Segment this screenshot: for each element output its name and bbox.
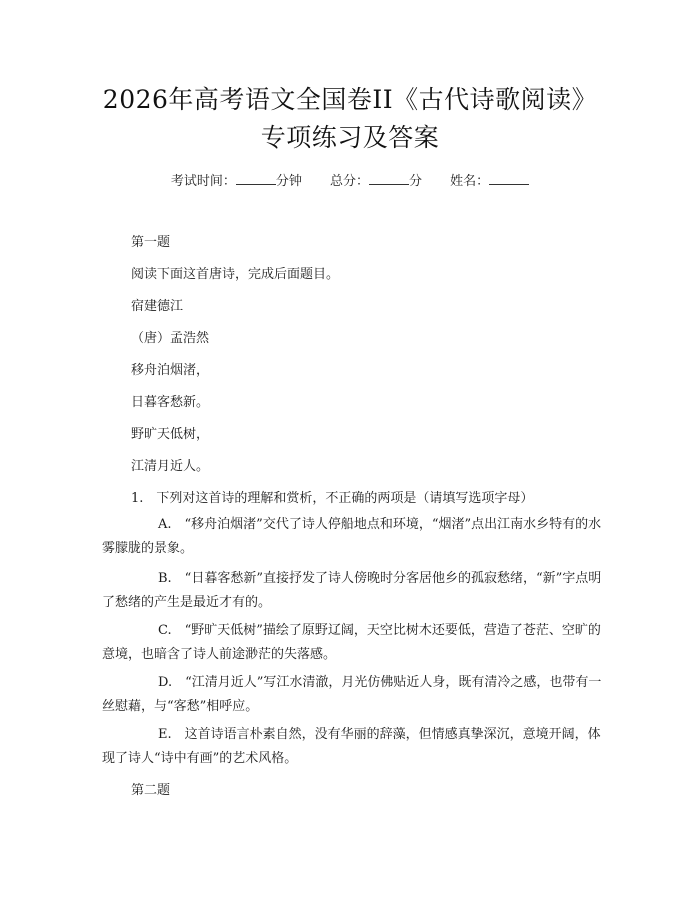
exam-time-label: 考试时间：	[170, 174, 236, 189]
option-e: E. 这首诗语言朴素自然，没有华丽的辞藻，但情感真挚深沉，意境开阔，体现了诗人“诗中有画”的艺术风格。	[102, 727, 601, 766]
poem-line-3: 野旷天低树，	[131, 427, 210, 442]
section-2-heading: 第二题	[131, 783, 171, 798]
total-score-blank	[369, 172, 409, 185]
student-name-field	[450, 170, 529, 189]
poem-title: 宿建德江	[131, 299, 184, 314]
option-a: A. “移舟泊烟渚”交代了诗人停船地点和环境，“烟渚”点出江南水乡特有的水雾朦胧的景象。	[102, 517, 602, 556]
document-title-line-1: 2026年高考语文全国卷II《古代诗歌阅读》	[102, 85, 598, 114]
question-1-stem: 1. 下列对这首诗的理解和赏析，不正确的两项是（请填写选项字母）	[131, 491, 534, 506]
total-score-unit: 分	[409, 174, 423, 189]
total-score-field	[330, 170, 422, 189]
poem-line-2: 日暮客愁新。	[131, 395, 210, 410]
option-c: C. “野旷天低树”描绘了原野辽阔，天空比树木还要低，营造了苍茫、空旷的意境，也暗含了诗人前途渺茫的失落感。	[102, 623, 601, 662]
exam-info	[0, 170, 700, 189]
student-name-blank	[489, 172, 529, 185]
exam-time-unit: 分钟	[275, 174, 302, 189]
exam-time-blank	[236, 172, 276, 185]
total-score-label: 总分：	[329, 174, 369, 189]
section-1-heading: 第一题	[131, 235, 171, 250]
poem-line-4: 江清月近人。	[131, 459, 210, 474]
reading-instruction: 阅读下面这首唐诗，完成后面题目。	[131, 267, 340, 282]
exam-time-field	[171, 170, 302, 189]
poem-line-1: 移舟泊烟渚，	[131, 363, 210, 378]
option-d: D. “江清月近人”写江水清澈，月光仿佛贴近人身，既有清冷之感，也带有一丝慰藉，与“客愁”相呼应。	[102, 675, 602, 714]
poem-author: （唐）孟浩然	[131, 331, 210, 346]
student-name-label: 姓名：	[450, 174, 490, 189]
document-title-line-2: 专项练习及答案	[260, 123, 440, 152]
option-b: B. “日暮客愁新”直接抒发了诗人傍晚时分客居他乡的孤寂愁绪，“新”字点明了愁绪的产生是最近才有的。	[102, 571, 602, 610]
